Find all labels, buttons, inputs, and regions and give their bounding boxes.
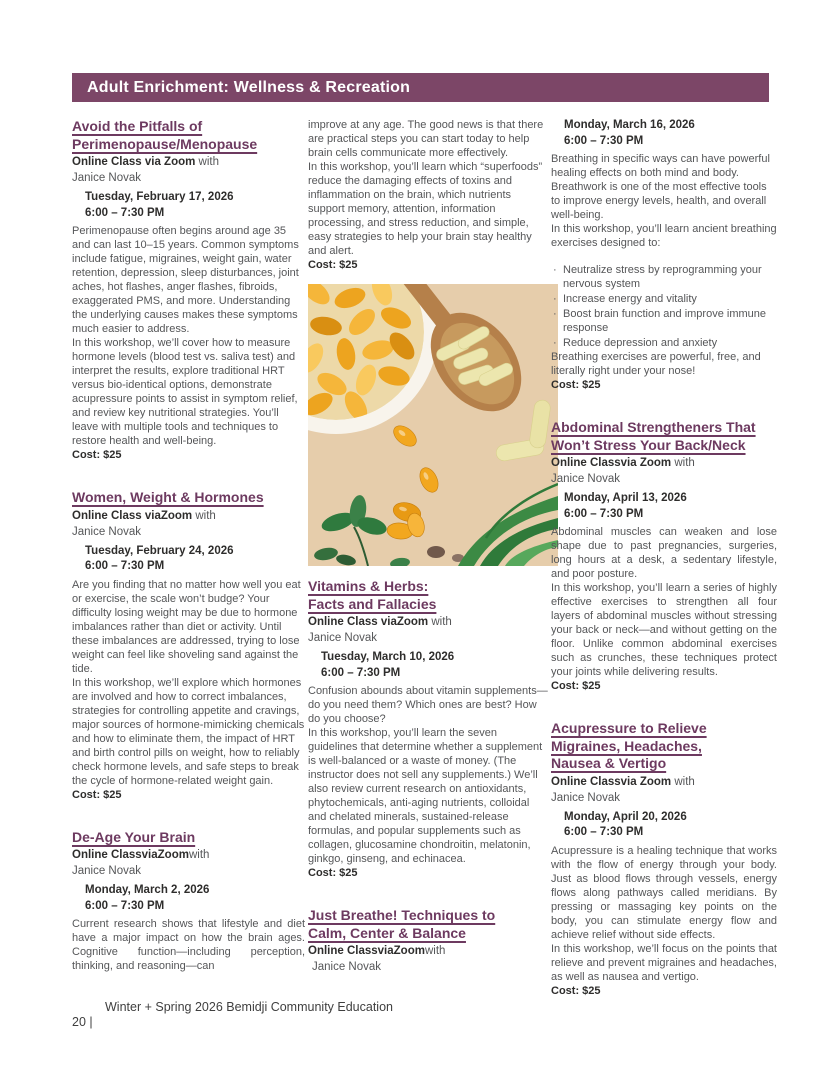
- page-number: 20 |: [72, 1015, 93, 1029]
- page-title: Adult Enrichment: Wellness & Recreation: [87, 78, 411, 96]
- instructor-name: Janice Novak: [551, 791, 621, 804]
- class-format: [308, 944, 549, 959]
- section-title: [72, 829, 305, 847]
- class-format-bold: Online Classvia Zoom: [551, 457, 672, 469]
- class-format-bold: Online Class viaZoom: [308, 616, 429, 628]
- section-paragraph: In this workshop, we’ll focus on the points that relieve and prevent migraines and headaches, as well as nausea and vertigo.: [551, 942, 777, 983]
- section-paragraph: In this workshop, we’ll explore which hormones are involved and how to correct imbalances, strategies for controlling appetite and cravings, major sources of hormone-mimicking chemicals and how to eliminate them, the impact of HRT and birth control pills on weight, how to reliably check hormone levels, and safe steps to break the cycle of hormone-related weight gain.: [72, 676, 305, 787]
- section-paragraph: improve at any age. The good news is that there are practical steps you can start today to help brain cells communicate more effectively.: [308, 119, 544, 159]
- section-title-line: Perimenopause/Menopause: [72, 135, 258, 152]
- class-format-rest: with: [671, 457, 695, 469]
- session-date: Tuesday, March 10, 2026: [321, 651, 455, 663]
- session-datetime: [85, 544, 305, 575]
- section-paragraph: Acupressure is a healing technique that works with the flow of energy through your body. Just as blood flows through vessels, energy flows along pathways called meridians. By pressing or massaging key points on the body, you can stimulate energy flow and achieve relief without side effects.: [551, 844, 777, 941]
- bullet-item: [552, 263, 777, 291]
- bullet-dot: ·: [553, 337, 557, 349]
- section-paragraph: Abdominal muscles can weaken and lose shape due to past pregnancies, surgeries, long hours at a desk, a sedentary lifestyle, and poor posture.: [551, 526, 777, 580]
- section-title: [308, 578, 549, 613]
- instructor-name: Janice Novak: [72, 865, 142, 877]
- class-format-bold: Online ClassviaZoom: [72, 849, 189, 861]
- section-title: [551, 720, 777, 773]
- cost-label: Cost: $25: [72, 788, 122, 801]
- section-title-line: Abdominal Strengtheners That: [551, 419, 756, 435]
- instructor-name: Janice Novak: [308, 632, 378, 644]
- section-title-line: Facts and Fallacies: [308, 595, 437, 612]
- section-paragraph: In this workshop, we’ll cover how to measure hormone levels (blood test vs. saliva test) and interpret the results, explore traditional HRT versus bio-identical options, demonstrate acupressure points to assist in symptom relief, and review key nutritional strategies. You’ll leave with multiple tools and techniques to restore health and well-being.: [72, 337, 298, 447]
- class-format-bold: Online Classvia Zoom: [551, 775, 672, 788]
- cost-label: Cost: $25: [308, 867, 358, 879]
- section-paragraph: Confusion abounds about vitamin supplements—do you need them? Which ones are best? How do you choose?: [308, 685, 548, 725]
- class-format: [72, 848, 305, 863]
- class-format-bold: Online Class via Zoom: [72, 156, 196, 168]
- footer-catalog-title: Winter + Spring 2026 Bemidji Community Education: [105, 1000, 393, 1014]
- bullet-dot: ·: [553, 264, 557, 276]
- session-date: Monday, April 20, 2026: [564, 810, 687, 823]
- class-format-rest: with: [428, 616, 452, 628]
- column-1: [72, 118, 305, 1000]
- section-title-line: Women, Weight & Hormones: [72, 489, 264, 505]
- cost-label: Cost: $25: [551, 984, 601, 997]
- workshop-section: [308, 907, 549, 975]
- session-datetime: [321, 650, 549, 681]
- section-paragraph: Breathing in specific ways can have powerful healing effects on both mind and body. Breathwork is one of the most effective tools to improve energy levels, health, and overall well-being.: [551, 153, 770, 221]
- workshop-section-continued: [308, 118, 549, 272]
- class-format: [72, 509, 305, 524]
- session-datetime: [564, 118, 777, 149]
- section-title-line: Just Breathe! Techniques to: [308, 907, 496, 923]
- session-date: Tuesday, February 24, 2026: [85, 544, 234, 557]
- bullet-dot: ·: [553, 293, 557, 305]
- session-datetime: [85, 190, 305, 221]
- session-time: 6:00 – 7:30 PM: [564, 826, 644, 838]
- bullet-text: Neutralize stress by reprogramming your nervous system: [563, 264, 762, 290]
- workshop-section: [551, 419, 777, 693]
- session-time: 6:00 – 7:30 PM: [85, 899, 165, 912]
- section-paragraph: In this workshop, you’ll learn ancient breathing exercises designed to:: [551, 223, 777, 249]
- section-paragraph: In this workshop, you’ll learn which “superfoods” reduce the damaging effects of toxins and inflammation on the brain, which nutrients support memory, attention, information processing, and stress reduction, and simple, easy strategies to help your brain stay healthy and alert.: [308, 161, 543, 257]
- session-date: Tuesday, February 17, 2026: [85, 191, 234, 203]
- bullet-text: Increase energy and vitality: [563, 293, 697, 305]
- section-title-line: Won’t Stress Your Back/Neck: [551, 436, 746, 453]
- class-format: [308, 615, 549, 630]
- bullet-text: Reduce depression and anxiety: [563, 337, 718, 349]
- class-format-rest: with: [192, 509, 216, 522]
- section-title: [72, 118, 305, 153]
- session-time: 6:00 – 7:30 PM: [564, 134, 644, 147]
- section-paragraph: Breathing exercises are powerful, free, and literally right under your nose!: [551, 351, 761, 377]
- bullet-item: [552, 307, 777, 335]
- workshop-section-continued: [551, 118, 777, 392]
- bullet-dot: ·: [553, 308, 557, 320]
- workshop-section: [72, 489, 305, 802]
- class-format-bold: Online ClassviaZoom: [308, 945, 425, 957]
- session-datetime: [85, 883, 305, 914]
- workshop-section: [551, 720, 777, 998]
- bullet-item: [552, 292, 777, 306]
- section-paragraph: In this workshop, you’ll learn a series of highly effective exercises to strengthen all four layers of abdominal muscles without stressing your back or neck—and without getting on the floor. Unlike common abdominal exercises such as crunches, these techniques protect your joints while delivering results.: [551, 582, 777, 678]
- session-time: 6:00 – 7:30 PM: [564, 507, 644, 520]
- bullet-list: [552, 263, 777, 350]
- section-paragraph: Are you finding that no matter how well you eat or exercise, the scale won’t budge? Your difficulty losing weight may be due to hormone imbalances rather than diet or activity. Until these imbalances are addressed, trying to lose weight can feel like shoveling sand against the tide.: [72, 578, 301, 675]
- section-paragraph: In this workshop, you’ll learn the seven guidelines that determine whether a supplement is well-balanced or a waste of money. (The instructor does not sell any supplements.) We’ll also review current research on antioxidants, phytochemicals, anti-aging nutrients, colloidal and chelated minerals, sustained-release formulas, and popular supplements such as collagen, glucosamine chondroitin, melatonin, ginkgo, ginseng, and echinacea.: [308, 727, 543, 865]
- class-format: [551, 456, 777, 471]
- cost-label: Cost: $25: [551, 379, 601, 391]
- cost-label: Cost: $25: [551, 680, 601, 692]
- session-time: 6:00 – 7:30 PM: [85, 206, 165, 219]
- session-datetime: [564, 810, 777, 841]
- workshop-section: [72, 118, 305, 462]
- section-paragraph: Perimenopause often begins around age 35 and can last 10–15 years. Common symptoms include fatigue, migraines, weight gain, water retention, depression, sleep disturbances, joint aches, hot flashes, anger flashes, fibroids, exaggerated PMS, and more. Understanding the underlying causes makes these symptoms much easier to address.: [72, 225, 299, 335]
- section-title-line: Avoid the Pitfalls of: [72, 118, 203, 134]
- class-format: [72, 155, 305, 170]
- instructor-name: Janice Novak: [72, 525, 142, 538]
- section-title-line: Nausea & Vertigo: [551, 755, 667, 771]
- section-title-line: De-Age Your Brain: [72, 828, 196, 845]
- class-format-bold: Online Class viaZoom: [72, 509, 193, 522]
- instructor-name: Janice Novak: [551, 473, 621, 485]
- workshop-section: [308, 578, 549, 880]
- supplements-photo: [308, 284, 558, 566]
- section-title: [308, 907, 549, 942]
- section-title-line: Migraines, Headaches,: [551, 737, 702, 754]
- workshop-section: [72, 829, 305, 974]
- section-title-line: Vitamins & Herbs:: [308, 578, 429, 594]
- class-format-rest: with: [188, 849, 210, 861]
- bullet-text: Boost brain function and improve immune response: [563, 308, 766, 334]
- column-2: [308, 118, 549, 1002]
- session-time: 6:00 – 7:30 PM: [85, 560, 165, 572]
- session-date: Monday, March 16, 2026: [564, 119, 695, 131]
- section-title-line: Acupressure to Relieve: [551, 720, 707, 736]
- bullet-item: [552, 336, 777, 350]
- column-3: [551, 118, 777, 1025]
- session-time: 6:00 – 7:30 PM: [321, 666, 401, 679]
- session-date: Monday, March 2, 2026: [85, 884, 210, 896]
- section-title-line: Calm, Center & Balance: [308, 924, 466, 941]
- session-date: Monday, April 13, 2026: [564, 492, 687, 504]
- class-format-rest: with: [424, 945, 446, 957]
- cost-label: Cost: $25: [308, 259, 358, 271]
- class-format-rest: with: [195, 156, 219, 168]
- section-title: [551, 419, 777, 454]
- section-title: [72, 489, 305, 507]
- instructor-name: Janice Novak: [72, 172, 142, 184]
- cost-label: Cost: $25: [72, 449, 122, 461]
- class-format: [551, 775, 777, 790]
- session-datetime: [564, 491, 777, 522]
- section-header-band: [72, 73, 769, 102]
- instructor-name: Janice Novak: [312, 961, 382, 973]
- class-format-rest: with: [671, 775, 695, 788]
- section-paragraph: Current research shows that lifestyle and diet have a major impact on how the brain ages. Cognitive function—including perception, thinking, and reasoning—can: [72, 918, 305, 972]
